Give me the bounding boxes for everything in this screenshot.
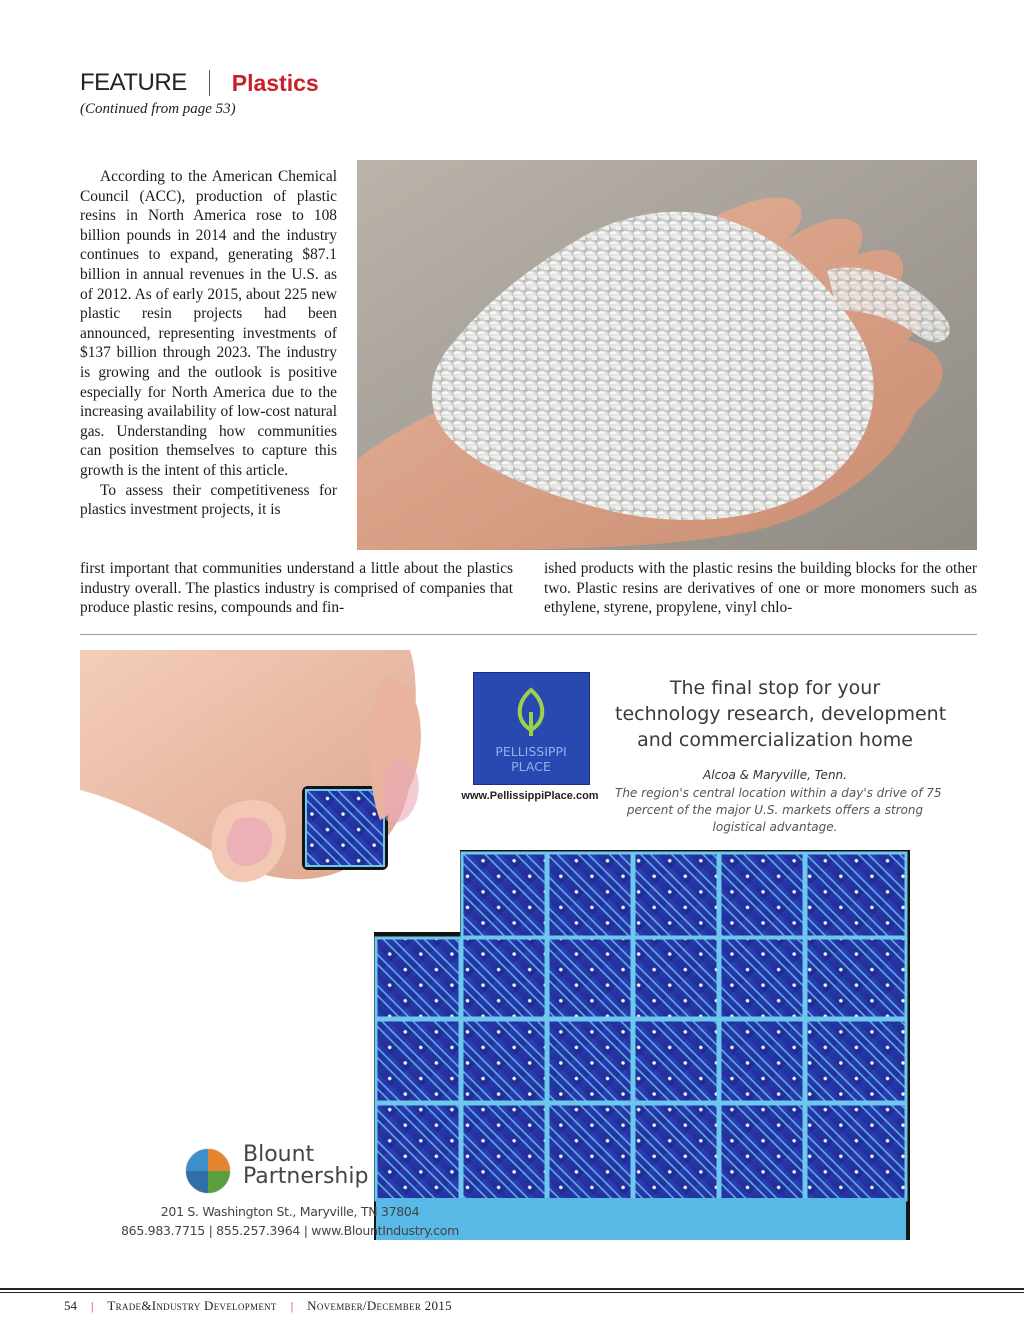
continued-note: (Continued from page 53)	[80, 101, 236, 117]
advertisement	[80, 650, 977, 1244]
article-paragraph: According to the American Chemical Council (ACC), production of plastic resins in North America rose to 108 billion pounds in 2014 and the industry continues to expand, generating $87.1 billion in annual revenues in the U.S. as of 2012. As of early 2015, about 225 new plastic resin projects had been announced, representing investments of $137 billion through 2023. The industry is growing and the outlook is positive especially for North America due to the increasing availability of low-cost natural gas. Understanding how communities can position themselves to capture this growth is the intent of this article.	[80, 168, 337, 479]
article-paragraph: first important that communities understand a little about the plastics industry overall. The plastics industry is comprised of companies that produce plastic resins, compounds and fin-	[80, 560, 513, 617]
logo-line-1: PELLISSIPPI	[495, 744, 567, 759]
ad-description-line: The region's central location within a day's drive of 75	[615, 786, 942, 800]
article-paragraph: To assess their competitiveness for plastics investment projects, it is	[80, 481, 337, 519]
topic-title: Plastics	[231, 69, 319, 96]
blount-partnership-logo	[235, 1144, 368, 1188]
footer-rule	[0, 1292, 1024, 1293]
resin-pellets-photo	[357, 160, 977, 550]
ad-url: www.PellissippiPlace.com	[461, 790, 599, 802]
issue-date: November/December 2015	[307, 1298, 452, 1313]
ad-description-line: percent of the major U.S. markets offers a strong	[626, 803, 924, 817]
section-rule	[80, 634, 977, 635]
sponsor-name	[243, 1144, 368, 1188]
sponsor-name-line: Blount	[243, 1142, 315, 1167]
blount-logo-mark	[186, 1149, 230, 1193]
article-column-a	[80, 559, 513, 618]
ad-headline-line: technology research, development	[615, 703, 947, 725]
page-number: 54	[64, 1298, 77, 1313]
ad-headline	[615, 675, 947, 753]
sponsor-contact	[80, 1202, 500, 1240]
header-divider	[209, 70, 210, 96]
section-label: FEATURE	[80, 69, 187, 96]
footer-separator: |	[91, 1298, 94, 1313]
ad-location: Alcoa & Maryville, Tenn.	[703, 768, 847, 782]
article-column-b	[544, 559, 977, 618]
sponsor-address: 201 S. Washington St., Maryville, TN 37804	[160, 1204, 420, 1219]
ad-headline-line: and commercialization home	[637, 729, 913, 751]
page-footer	[64, 1298, 452, 1314]
article-paragraph: ished products with the plastic resins the building blocks for the other two. Plastic resins are derivatives of one or more monomers such as ethylene, styrene, propylene, vinyl chlo-	[544, 560, 977, 617]
logo-line-2: PLACE	[511, 759, 551, 774]
ad-headline-line: The final stop for your	[669, 677, 881, 699]
article-column-left	[80, 167, 337, 520]
footer-separator: |	[290, 1298, 294, 1313]
footer-rule	[0, 1288, 1024, 1290]
sponsor-phone-web: 865.983.7715 | 855.257.3964 | www.BlountIndustry.com	[121, 1223, 459, 1238]
publication-name: Trade&Industry Development	[107, 1298, 277, 1313]
pellissippi-logo	[473, 672, 590, 785]
sponsor-name-line: Partnership	[243, 1164, 369, 1189]
ad-description-line: logistical advantage.	[712, 820, 838, 834]
ad-description	[615, 785, 942, 836]
feature-header	[80, 66, 319, 100]
